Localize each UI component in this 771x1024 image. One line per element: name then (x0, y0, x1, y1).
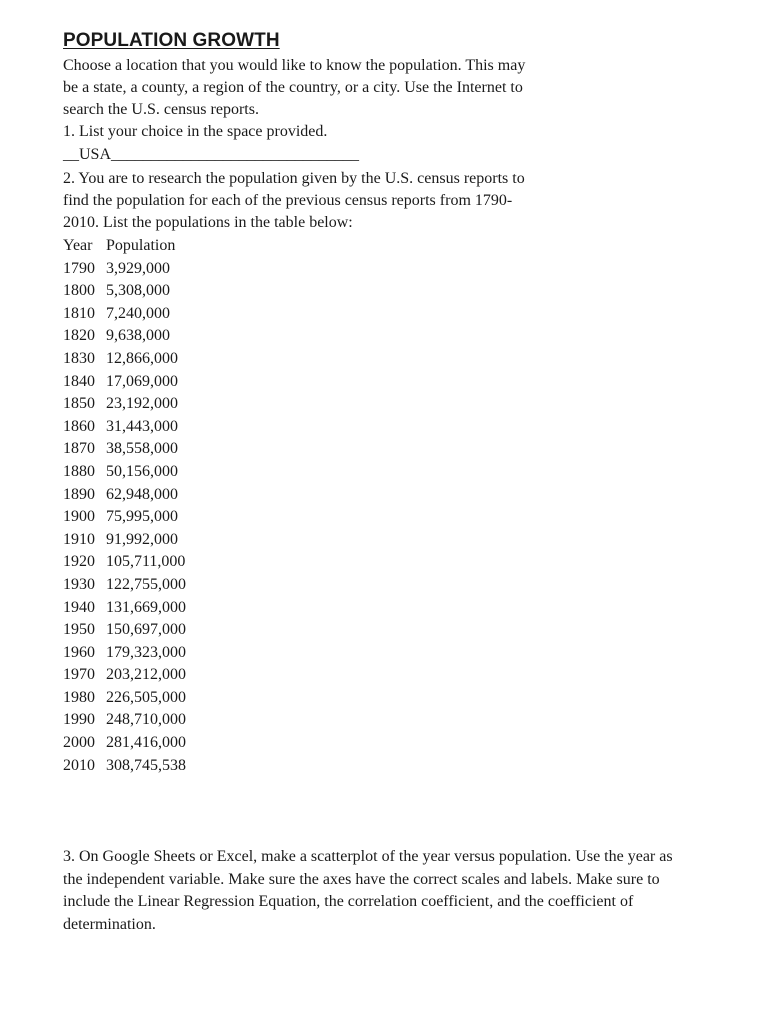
question-3-line-1: 3. On Google Sheets or Excel, make a scatterplot of the year versus population. Use the year as (63, 848, 673, 865)
cell-year: 1890 (63, 485, 95, 503)
cell-year: 2010 (63, 756, 95, 774)
cell-population: 308,745,538 (106, 756, 186, 774)
intro-line-1: Choose a location that you would like to know the population. This may (63, 57, 526, 74)
table-row (63, 439, 246, 462)
intro-line-2: be a state, a county, a region of the country, or a city. Use the Internet to (63, 79, 523, 96)
cell-population: 91,992,000 (106, 530, 178, 548)
cell-year: 1960 (63, 643, 95, 661)
table-row (63, 349, 246, 372)
cell-population: 50,156,000 (106, 462, 178, 480)
table-body (63, 259, 246, 779)
table-row (63, 665, 246, 688)
cell-population: 122,755,000 (106, 575, 186, 593)
page-title: POPULATION GROWTH (63, 30, 280, 51)
table-row (63, 620, 246, 643)
question-2-line-2: find the population for each of the previous census reports from 1790- (63, 192, 513, 209)
table-row (63, 485, 246, 508)
cell-population: 7,240,000 (106, 304, 170, 322)
cell-year: 1800 (63, 282, 95, 300)
table-row (63, 394, 246, 417)
population-table (63, 236, 246, 778)
table-row (63, 575, 246, 598)
cell-year: 1900 (63, 508, 95, 526)
header-year: Year (63, 237, 93, 254)
table-row (63, 643, 246, 666)
cell-population: 150,697,000 (106, 621, 186, 639)
cell-population: 23,192,000 (106, 395, 178, 413)
cell-year: 1810 (63, 304, 95, 322)
cell-year: 1930 (63, 575, 95, 593)
cell-year: 1820 (63, 327, 95, 345)
cell-population: 105,711,000 (106, 553, 186, 571)
table-row (63, 710, 246, 733)
cell-population: 3,929,000 (106, 259, 170, 277)
cell-population: 75,995,000 (106, 508, 178, 526)
cell-year: 1980 (63, 688, 95, 706)
table-row (63, 598, 246, 621)
cell-population: 179,323,000 (106, 643, 186, 661)
cell-year: 1920 (63, 553, 95, 571)
cell-population: 17,069,000 (106, 372, 178, 390)
cell-year: 1910 (63, 530, 95, 548)
cell-population: 5,308,000 (106, 282, 170, 300)
table-row (63, 688, 246, 711)
question-3-line-2: the independent variable. Make sure the axes have the correct scales and labels. Make sure to (63, 870, 660, 888)
question-2-line-1: 2. You are to research the population given by the U.S. census reports to (63, 170, 525, 187)
cell-population: 9,638,000 (106, 327, 170, 345)
cell-population: 248,710,000 (106, 711, 186, 729)
cell-year: 2000 (63, 734, 95, 752)
cell-year: 1870 (63, 440, 95, 458)
question-3-line-4: determination. (63, 915, 156, 933)
table-row (63, 259, 246, 282)
question-1: 1. List your choice in the space provided. (63, 123, 328, 140)
table-row (63, 530, 246, 553)
cell-year: 1830 (63, 349, 95, 367)
cell-population: 62,948,000 (106, 485, 178, 503)
cell-year: 1880 (63, 462, 95, 480)
cell-year: 1860 (63, 417, 95, 435)
cell-year: 1970 (63, 666, 95, 684)
cell-year: 1850 (63, 395, 95, 413)
table-row (63, 507, 246, 530)
cell-year: 1940 (63, 598, 95, 616)
header-population: Population (106, 237, 176, 254)
question-3 (63, 846, 733, 936)
question-1-answer: __USA_______________________________ (63, 146, 360, 163)
cell-population: 131,669,000 (106, 598, 186, 616)
cell-population: 12,866,000 (106, 349, 178, 367)
cell-year: 1950 (63, 621, 95, 639)
cell-population: 226,505,000 (106, 688, 186, 706)
table-row (63, 372, 246, 395)
question-2-line-3: 2010. List the populations in the table below: (63, 214, 353, 231)
cell-population: 203,212,000 (106, 666, 186, 684)
cell-year: 1790 (63, 259, 95, 277)
cell-year: 1840 (63, 372, 95, 390)
intro-line-3: search the U.S. census reports. (63, 101, 259, 118)
question-3-line-3: include the Linear Regression Equation, the correlation coefficient, and the coefficient of (63, 893, 634, 911)
table-row (63, 756, 246, 779)
cell-population: 31,443,000 (106, 417, 178, 435)
cell-year: 1990 (63, 711, 95, 729)
table-row (63, 552, 246, 575)
cell-population: 38,558,000 (106, 440, 178, 458)
table-header-row (63, 236, 246, 259)
table-row (63, 462, 246, 485)
table-row (63, 281, 246, 304)
table-row (63, 417, 246, 440)
table-row (63, 733, 246, 756)
table-row (63, 304, 246, 327)
cell-population: 281,416,000 (106, 734, 186, 752)
table-row (63, 326, 246, 349)
